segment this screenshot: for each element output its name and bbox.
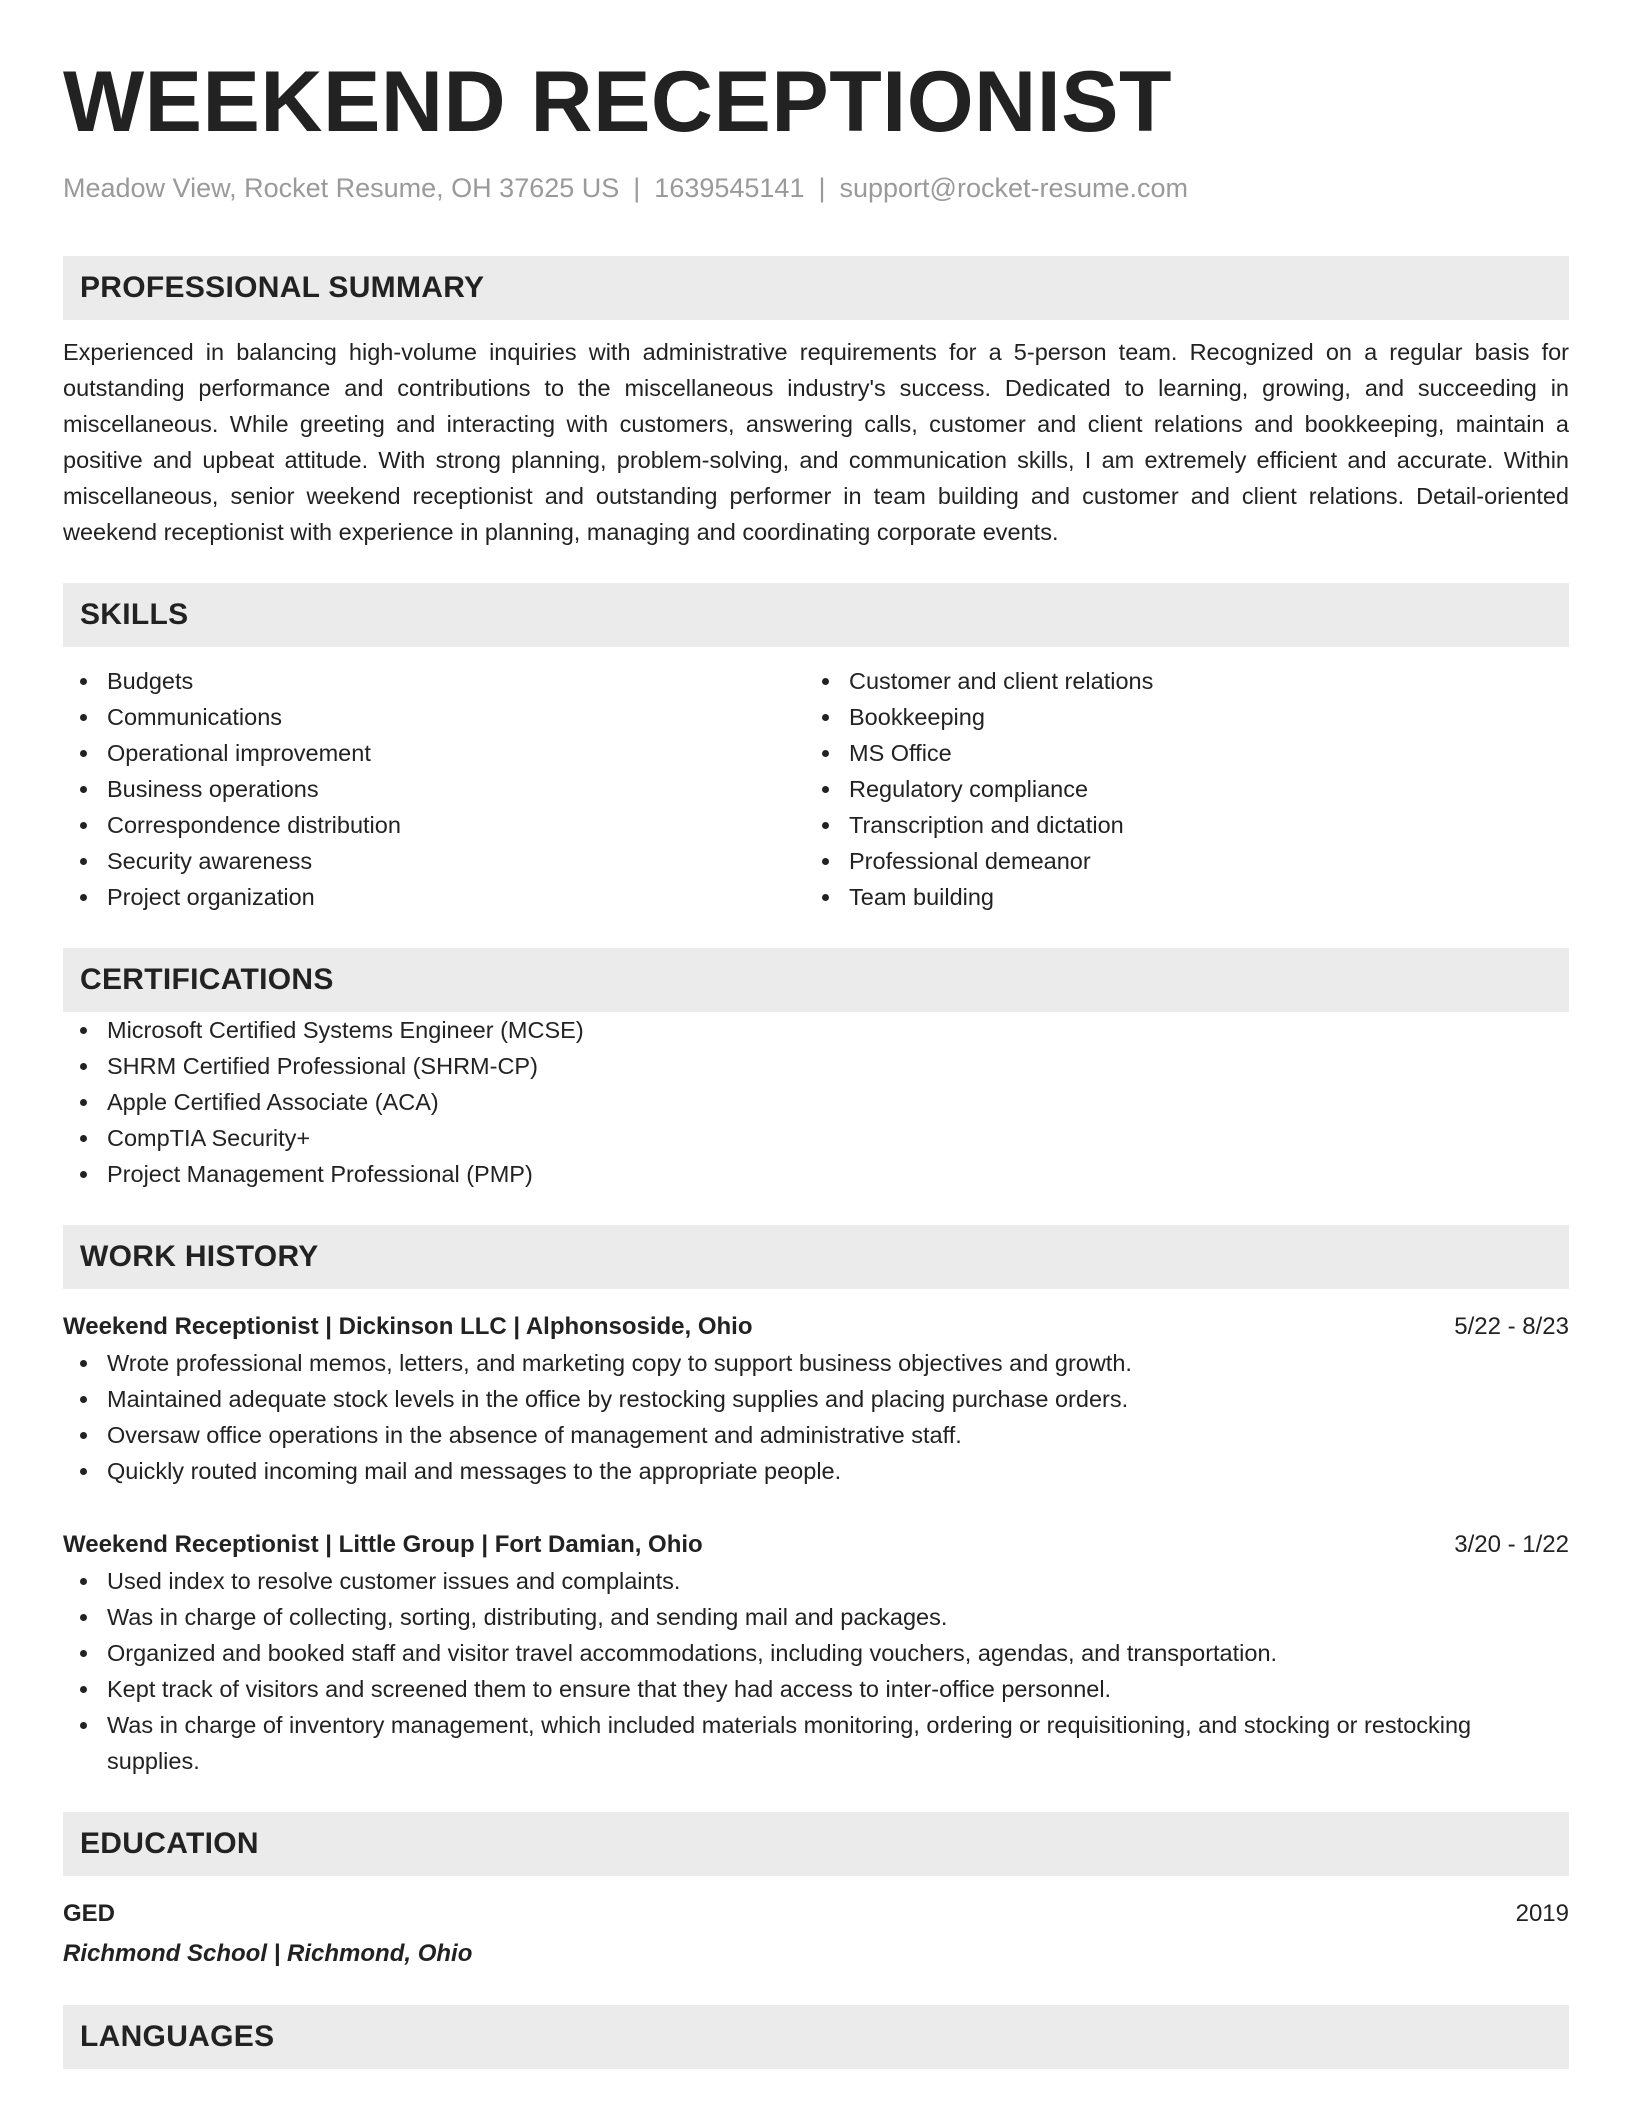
skill-item: Communications [63,699,805,735]
section-header-certifications: CERTIFICATIONS [63,948,1569,1012]
job-dates: 5/22 - 8/23 [1454,1313,1569,1340]
job-bullet: Was in charge of collecting, sorting, distributing, and sending mail and packages. [63,1599,1569,1635]
job-bullets [63,1563,1569,1779]
skill-item: Business operations [63,771,805,807]
job-title: Weekend Receptionist | Dickinson LLC | Alphonsoside, Ohio [63,1313,753,1340]
education-year: 2019 [1515,1900,1569,1927]
skill-item: Team building [805,879,1547,915]
skill-item: Transcription and dictation [805,807,1547,843]
contact-line [63,170,1569,206]
job-title: Weekend Receptionist | Little Group | Fort Damian, Ohio [63,1531,703,1558]
section-header-summary: PROFESSIONAL SUMMARY [63,256,1569,320]
skills-column-right [805,663,1547,915]
job-bullet: Quickly routed incoming mail and messages to the appropriate people. [63,1453,1569,1489]
skill-item: Customer and client relations [805,663,1547,699]
section-header-skills: SKILLS [63,583,1569,647]
certification-item: Project Management Professional (PMP) [63,1156,1569,1192]
section-header-languages: LANGUAGES [63,2005,1569,2069]
skill-item: Operational improvement [63,735,805,771]
contact-separator: | [818,173,826,203]
job-bullet: Wrote professional memos, letters, and marketing copy to support business objectives and growth. [63,1345,1569,1381]
skill-item: MS Office [805,735,1547,771]
skill-item: Bookkeeping [805,699,1547,735]
certification-item: CompTIA Security+ [63,1120,1569,1156]
job-bullet: Kept track of visitors and screened them to ensure that they had access to inter-office personnel. [63,1671,1569,1707]
certification-item: SHRM Certified Professional (SHRM-CP) [63,1048,1569,1084]
certifications-list [63,1012,1569,1192]
job-bullet: Oversaw office operations in the absence of management and administrative staff. [63,1417,1569,1453]
section-header-work-history: WORK HISTORY [63,1225,1569,1289]
skills-list [63,663,1569,915]
job-heading-row [63,1309,1569,1345]
job-heading-row [63,1527,1569,1563]
contact-address: Meadow View, Rocket Resume, OH 37625 US [63,173,620,203]
certification-item: Apple Certified Associate (ACA) [63,1084,1569,1120]
education-school: Richmond School | Richmond, Ohio [63,1940,473,1967]
skill-item: Correspondence distribution [63,807,805,843]
skill-item: Professional demeanor [805,843,1547,879]
job-bullets [63,1345,1569,1489]
skill-item: Project organization [63,879,805,915]
contact-email: support@rocket-resume.com [839,173,1189,203]
job-bullet: Maintained adequate stock levels in the office by restocking supplies and placing purchase orders. [63,1381,1569,1417]
job-entry [63,1527,1569,1779]
job-bullet: Used index to resolve customer issues and complaints. [63,1563,1569,1599]
section-header-education: EDUCATION [63,1812,1569,1876]
job-dates: 3/20 - 1/22 [1454,1531,1569,1558]
skill-item: Regulatory compliance [805,771,1547,807]
skill-item: Security awareness [63,843,805,879]
education-degree: GED [63,1900,116,1927]
contact-phone: 1639545141 [654,173,805,203]
skill-item: Budgets [63,663,805,699]
candidate-name: WEEKEND RECEPTIONIST [63,54,1172,150]
education-heading-row [63,1896,1569,1932]
job-bullet: Organized and booked staff and visitor travel accommodations, including vouchers, agendas, and transportation. [63,1635,1569,1671]
skills-column-left [63,663,805,915]
contact-separator: | [633,173,641,203]
summary-text: Experienced in balancing high-volume inquiries with administrative requirements for a 5-person team. Recognized on a regular basis for outstanding performance and contributions to the miscellaneous industry's success. Dedicated to learning, growing, and succeeding in miscellaneous. While greeting and interacting with customers, answering calls, customer and client relations and bookkeeping, maintain a positive and upbeat attitude. With strong planning, problem-solving, and communication skills, I am extremely efficient and accurate. Within miscellaneous, senior weekend receptionist and outstanding performer in team building and customer and client relations. Detail-oriented weekend receptionist with experience in planning, managing and coordinating corporate events. [63,339,1569,545]
certification-item: Microsoft Certified Systems Engineer (MCSE) [63,1012,1569,1048]
job-bullet: Was in charge of inventory management, which included materials monitoring, ordering or requisitioning, and stocking or restocking supplies. [63,1707,1569,1779]
job-entry [63,1309,1569,1489]
